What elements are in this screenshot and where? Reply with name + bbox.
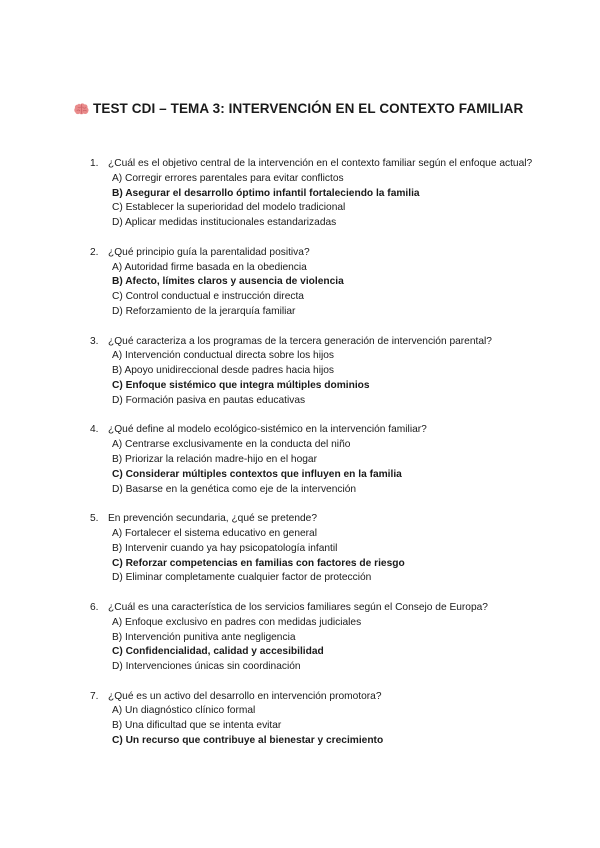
question-number: 1. <box>90 158 99 169</box>
brain-icon <box>74 103 89 115</box>
question-item <box>90 157 550 231</box>
answer-option: A) Corregir errores parentales para evitar conflictos <box>112 172 344 184</box>
question-line <box>90 690 550 705</box>
answer-option: C) Control conductual e instrucción directa <box>112 291 304 303</box>
question-line <box>90 335 550 350</box>
answer-option: D) Formación pasiva en pautas educativas <box>112 394 306 406</box>
question-text: ¿Qué define al modelo ecológico-sistémico en la intervención familiar? <box>108 424 427 436</box>
question-number: 2. <box>90 246 99 258</box>
answer-option: A) Autoridad firme basada en la obediencia <box>112 261 307 273</box>
answer-option: D) Eliminar completamente cualquier factor de protección <box>112 572 372 584</box>
answer-option: A) Un diagnóstico clínico formal <box>112 705 256 717</box>
title-text: TEST CDI – TEMA 3: INTERVENCIÓN EN EL CONTEXTO FAMILIAR <box>93 101 524 116</box>
question-list <box>90 157 550 764</box>
answer-option: B) Apoyo unidireccional desde padres hacia hijos <box>112 365 335 377</box>
answer-option: A) Intervención conductual directa sobre los hijos <box>112 350 334 362</box>
question-line <box>90 157 550 172</box>
question-item <box>90 601 550 675</box>
answer-option: B) Una dificultad que se intenta evitar <box>112 720 282 732</box>
answer-option-correct: C) Confidencialidad, calidad y accesibilidad <box>112 646 324 658</box>
answer-option-correct: C) Un recurso que contribuye al bienestar y crecimiento <box>112 735 384 747</box>
question-item <box>90 690 550 749</box>
answer-option-correct: B) Afecto, límites claros y ausencia de violencia <box>112 276 344 288</box>
answer-option: D) Intervenciones únicas sin coordinación <box>112 661 301 673</box>
answer-option: A) Centrarse exclusivamente en la conducta del niño <box>112 439 351 451</box>
answer-option: C) Establecer la superioridad del modelo tradicional <box>112 202 346 214</box>
answer-option-correct: B) Asegurar el desarrollo óptimo infantil fortaleciendo la familia <box>112 187 420 199</box>
question-number: 6. <box>90 601 99 613</box>
question-text: ¿Cuál es una característica de los servicios familiares según el Consejo de Europa? <box>108 601 488 613</box>
answer-option: A) Enfoque exclusivo en padres con medidas judiciales <box>112 616 362 628</box>
question-number: 7. <box>90 690 99 702</box>
answer-option: D) Reforzamiento de la jerarquía familiar <box>112 305 296 317</box>
question-text: ¿Qué caracteriza a los programas de la tercera generación de intervención parental? <box>108 335 492 347</box>
question-number: 5. <box>90 513 99 525</box>
answer-option: A) Fortalecer el sistema educativo en general <box>112 527 317 539</box>
answer-option: B) Intervenir cuando ya hay psicopatología infantil <box>112 542 338 554</box>
answer-option: B) Intervención punitiva ante negligencia <box>112 631 296 643</box>
question-item <box>90 512 550 586</box>
question-item <box>90 335 550 409</box>
question-line <box>90 512 550 527</box>
answer-option: D) Aplicar medidas institucionales estandarizadas <box>112 217 337 229</box>
question-item <box>90 246 550 320</box>
answer-option-correct: C) Enfoque sistémico que integra múltiples dominios <box>112 379 370 391</box>
question-line <box>90 601 550 616</box>
answer-option: D) Basarse en la genética como eje de la intervención <box>112 483 357 495</box>
question-line <box>90 423 550 438</box>
question-number: 3. <box>90 335 99 347</box>
answer-option-correct: C) Considerar múltiples contextos que influyen en la familia <box>112 468 402 480</box>
answer-option: B) Priorizar la relación madre-hijo en el hogar <box>112 453 317 465</box>
question-text: ¿Qué es un activo del desarrollo en intervención promotora? <box>108 690 382 702</box>
page-title <box>74 101 523 116</box>
question-item <box>90 423 550 497</box>
question-number: 4. <box>90 424 99 436</box>
question-line <box>90 246 550 261</box>
question-text: ¿Cuál es el objetivo central de la intervención en el contexto familiar según el enfoque actual? <box>108 158 533 169</box>
question-text: En prevención secundaria, ¿qué se pretende? <box>108 513 317 525</box>
question-text: ¿Qué principio guía la parentalidad positiva? <box>108 246 310 258</box>
answer-option-correct: C) Reforzar competencias en familias con factores de riesgo <box>112 557 405 569</box>
